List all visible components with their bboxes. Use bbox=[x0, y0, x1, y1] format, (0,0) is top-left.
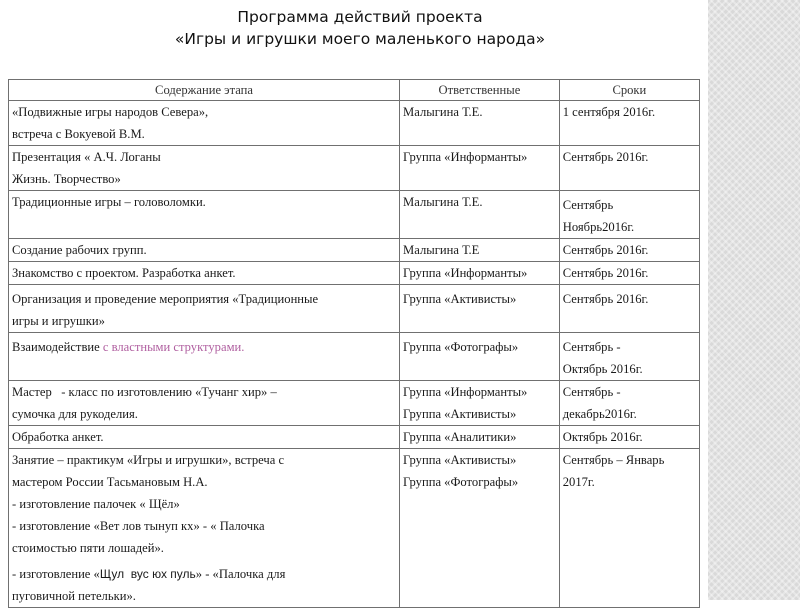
cell-responsible bbox=[400, 101, 560, 146]
table-header-row bbox=[9, 80, 700, 101]
cell-text: Знакомство с проектом. Разработка анкет. bbox=[12, 266, 236, 280]
cell-content bbox=[9, 239, 400, 262]
cell-text: игры и игрушки» bbox=[12, 314, 105, 328]
cell-text-part: - изготовление « bbox=[12, 567, 100, 581]
cell-text: Группа «Активисты» bbox=[403, 292, 517, 306]
cell-dates bbox=[559, 333, 699, 381]
cell-text: Группа «Активисты» bbox=[403, 407, 517, 421]
side-pattern-panel bbox=[708, 0, 800, 600]
cell-content bbox=[9, 449, 400, 608]
table-row bbox=[9, 101, 700, 146]
cell-responsible bbox=[400, 146, 560, 191]
cell-responsible bbox=[400, 191, 560, 239]
cell-text: Сентябрь - bbox=[562, 385, 621, 399]
title-line-1: Программа действий проекта bbox=[237, 8, 483, 26]
table-row bbox=[9, 381, 700, 426]
cell-text: Организация и проведение мероприятия «Традиционные bbox=[12, 292, 319, 306]
cell-text: Октябрь 2016г. bbox=[562, 362, 643, 376]
title-line-2: «Игры и игрушки моего маленького народа» bbox=[174, 30, 546, 48]
cell-text: - изготовление палочек « Щёл» bbox=[12, 497, 180, 511]
table-row bbox=[9, 449, 700, 608]
header-dates: Сроки bbox=[559, 80, 699, 101]
header-content: Содержание этапа bbox=[9, 80, 400, 101]
cell-content bbox=[9, 262, 400, 285]
cell-text: Группа «Информанты» bbox=[403, 385, 528, 399]
cell-responsible bbox=[400, 262, 560, 285]
cell-text: Жизнь. Творчество» bbox=[12, 172, 121, 186]
cell-text: Группа «Фотографы» bbox=[403, 475, 519, 489]
cell-text: Малыгина Т.Е. bbox=[403, 195, 483, 209]
table-row bbox=[9, 285, 700, 333]
cell-dates bbox=[559, 381, 699, 426]
table-row bbox=[9, 239, 700, 262]
cell-responsible bbox=[400, 426, 560, 449]
cell-dates bbox=[559, 146, 699, 191]
cell-text: Сентябрь 2016г. bbox=[562, 150, 649, 164]
cell-text: Традиционные игры – головоломки. bbox=[12, 195, 206, 209]
cell-text: Занятие – практикум «Игры и игрушки», встреча с bbox=[12, 453, 285, 467]
cell-text: встреча с Вокуевой В.М. bbox=[12, 127, 145, 141]
cell-text: Малыгина Т.Е bbox=[403, 243, 480, 257]
cell-text: Сентябрь - bbox=[562, 340, 621, 354]
cell-text: Сентябрь 2016г. bbox=[562, 266, 649, 280]
cell-text: Группа «Информанты» bbox=[403, 266, 528, 280]
cell-text: Создание рабочих групп. bbox=[12, 243, 147, 257]
cell-dates bbox=[559, 191, 699, 239]
cell-text: стоимостью пяти лошадей». bbox=[12, 541, 164, 555]
cell-text: декабрь2016г. bbox=[562, 407, 637, 421]
table-row bbox=[9, 146, 700, 191]
cell-text: Группа «Информанты» bbox=[403, 150, 528, 164]
cell-text: 1 сентября 2016г. bbox=[562, 105, 656, 119]
cell-dates bbox=[559, 101, 699, 146]
cell-content bbox=[9, 146, 400, 191]
cell-dates bbox=[559, 449, 699, 608]
header-responsible: Ответственные bbox=[400, 80, 560, 101]
table-row bbox=[9, 191, 700, 239]
cell-text: мастером России Тасьмановым Н.А. bbox=[12, 475, 208, 489]
cell-text bbox=[12, 563, 396, 585]
cell-text: Ноябрь2016г. bbox=[562, 220, 635, 234]
table-row bbox=[9, 426, 700, 449]
cell-text: Презентация « А.Ч. Логаны bbox=[12, 150, 161, 164]
cell-text-part: » - «Палочка для bbox=[195, 567, 286, 581]
cell-text: 2017г. bbox=[562, 475, 595, 489]
cell-text: пуговичной петельки». bbox=[12, 589, 136, 603]
cell-responsible bbox=[400, 285, 560, 333]
cell-content bbox=[9, 285, 400, 333]
table-row bbox=[9, 333, 700, 381]
cell-text: Сентябрь 2016г. bbox=[562, 292, 649, 306]
cell-dates bbox=[559, 262, 699, 285]
cell-text: сумочка для рукоделия. bbox=[12, 407, 138, 421]
cell-text: Группа «Активисты» bbox=[403, 453, 517, 467]
cell-text: Малыгина Т.Е. bbox=[403, 105, 483, 119]
cell-responsible bbox=[400, 449, 560, 608]
cell-dates bbox=[559, 239, 699, 262]
cell-content bbox=[9, 101, 400, 146]
project-plan-table bbox=[8, 79, 700, 608]
cell-dates bbox=[559, 285, 699, 333]
cell-text: Октябрь 2016г. bbox=[562, 430, 643, 444]
cell-text: - изготовление «Вет лов тынуп кх» - « Палочка bbox=[12, 519, 265, 533]
cell-content bbox=[9, 191, 400, 239]
cell-dates bbox=[559, 426, 699, 449]
cell-responsible bbox=[400, 381, 560, 426]
cell-text: Группа «Фотографы» bbox=[403, 340, 519, 354]
page-title bbox=[0, 6, 720, 50]
cell-text: Сентябрь 2016г. bbox=[562, 243, 649, 257]
cell-text: Обработка анкет. bbox=[12, 430, 104, 444]
cell-text: Группа «Аналитики» bbox=[403, 430, 517, 444]
cell-content bbox=[9, 381, 400, 426]
cell-text-accent: с властными структурами. bbox=[102, 340, 245, 354]
cell-content bbox=[9, 333, 400, 381]
cell-text: Мастер - класс по изготовлению «Тучанг хир» – bbox=[12, 385, 277, 399]
cell-responsible bbox=[400, 333, 560, 381]
cell-text: Сентябрь – Январь bbox=[562, 453, 665, 467]
cell-content bbox=[9, 426, 400, 449]
cell-text-sans: Щул вус юх пуль bbox=[99, 567, 196, 581]
cell-text: Сентябрь bbox=[562, 198, 614, 212]
cell-text: Взаимодействие bbox=[12, 340, 103, 354]
table-row bbox=[9, 262, 700, 285]
cell-responsible bbox=[400, 239, 560, 262]
cell-text: «Подвижные игры народов Севера», bbox=[12, 105, 209, 119]
